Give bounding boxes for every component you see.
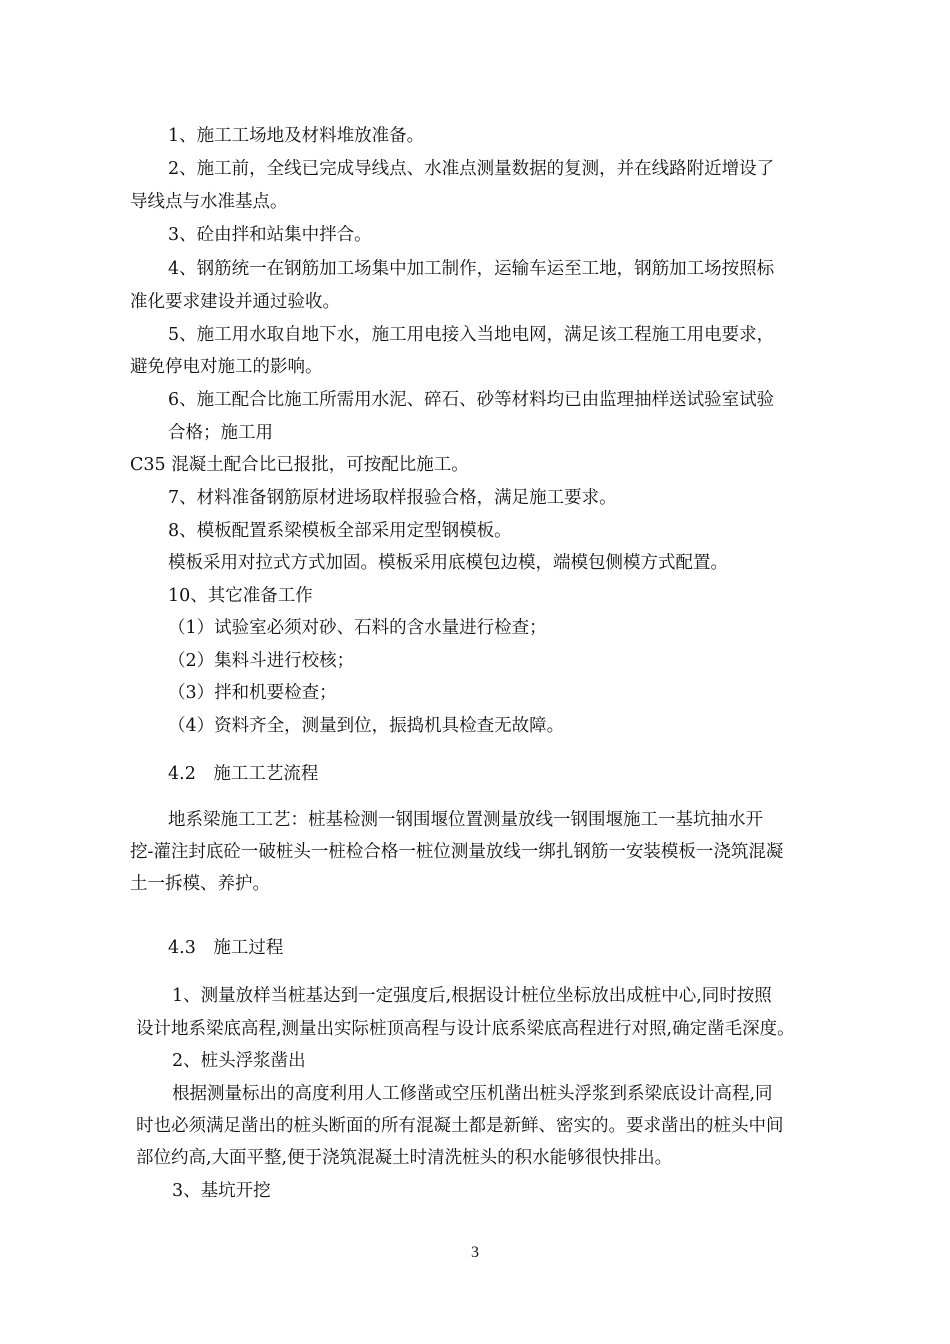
section-4-3-step-2-title: 2、桩头浮浆凿出	[172, 1051, 306, 1071]
prep-item-6-line-3: C35 混凝土配合比已报批，可按配比施工。	[130, 455, 469, 475]
section-4-2-heading: 4.2 施工工艺流程	[168, 764, 319, 784]
section-4-3-step-2-line-1: 根据测量标出的高度利用人工修凿或空压机凿出桩头浮浆到系梁底设计高程,同	[172, 1084, 773, 1104]
prep-item-1: 1、施工工场地及材料堆放准备。	[168, 126, 425, 146]
section-4-3-step-1-line-2: 设计地系梁底高程,测量出实际桩顶高程与设计底系梁底高程进行对照,确定凿毛深度。	[136, 1019, 795, 1039]
prep-item-10: 10、其它准备工作	[168, 586, 313, 606]
prep-subitem-4: （4）资料齐全，测量到位，振捣机具检查无故障。	[168, 716, 565, 736]
prep-item-7: 7、材料准备钢筋原材进场取样报验合格，满足施工要求。	[168, 488, 617, 508]
prep-item-3: 3、砼由拌和站集中拌合。	[168, 225, 372, 245]
prep-subitem-3: （3）拌和机要检查；	[168, 683, 337, 703]
prep-item-5-line-2: 避免停电对施工的影响。	[130, 357, 323, 377]
prep-item-2-line-2: 导线点与水准基点。	[130, 192, 288, 212]
prep-subitem-2: （2）集料斗进行校核；	[168, 651, 355, 671]
section-4-2-paragraph-line-1: 地系梁施工工艺：桩基检测一钢围堰位置测量放线一钢围堰施工一基坑抽水开	[168, 810, 763, 830]
section-4-3-step-2-line-2: 时也必须满足凿出的桩头断面的所有混凝土都是新鲜、密实的。要求凿出的桩头中间	[136, 1116, 784, 1136]
prep-item-4-line-2: 准化要求建设并通过验收。	[130, 292, 340, 312]
prep-subitem-1: （1）试验室必须对砂、石料的含水量进行检查；	[168, 618, 547, 638]
prep-item-6-line-2: 合格；施工用	[168, 423, 273, 443]
prep-item-9: 模板采用对拉式方式加固。模板采用底模包边模，端模包侧模方式配置。	[168, 553, 728, 573]
section-4-2-paragraph-line-2: 挖-灌注封底砼一破桩头一桩检合格一桩位测量放线一绑扎钢筋一安装模板一浇筑混凝	[130, 842, 784, 862]
prep-item-4-line-1: 4、钢筋统一在钢筋加工场集中加工制作，运输车运至工地，钢筋加工场按照标	[168, 259, 775, 279]
section-4-2-paragraph-line-3: 土一拆模、养护。	[130, 874, 270, 894]
page-number: 3	[471, 1244, 479, 1261]
prep-item-8: 8、模板配置系梁模板全部采用定型钢模板。	[168, 521, 512, 541]
prep-item-6-line-1: 6、施工配合比施工所需用水泥、碎石、砂等材料均已由监理抽样送试验室试验	[168, 390, 775, 410]
section-4-3-step-3-title: 3、基坑开挖	[172, 1181, 271, 1201]
prep-item-2-line-1: 2、施工前，全线已完成导线点、水准点测量数据的复测，并在线路附近增设了	[168, 159, 775, 179]
section-4-3-heading: 4.3 施工过程	[168, 938, 284, 958]
section-4-3-step-2-line-3: 部位约高,大面平整,便于浇筑混凝土时清洗桩头的积水能够很快排出。	[136, 1148, 673, 1168]
prep-item-5-line-1: 5、施工用水取自地下水，施工用电接入当地电网，满足该工程施工用电要求，	[168, 325, 775, 345]
section-4-3-step-1-line-1: 1、测量放样当桩基达到一定强度后,根据设计桩位坐标放出成桩中心,同时按照	[172, 986, 772, 1006]
